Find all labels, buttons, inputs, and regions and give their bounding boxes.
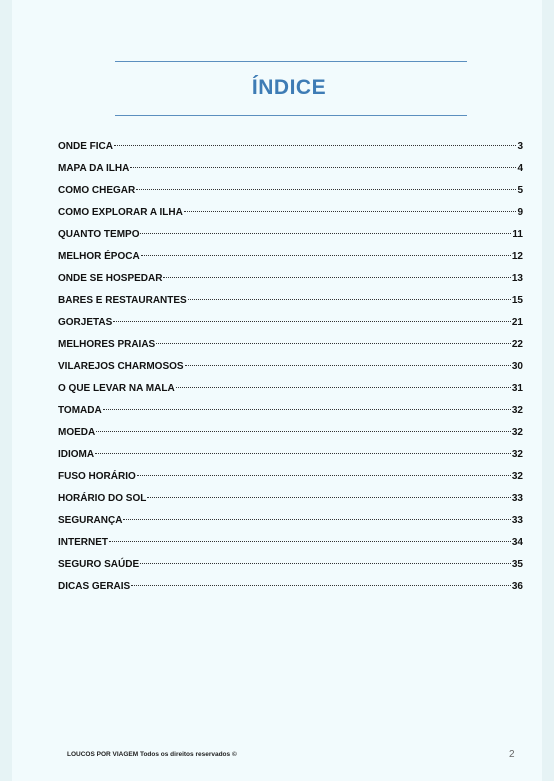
toc-entry-page: 3: [517, 141, 523, 152]
toc-entry-page: 32: [511, 427, 523, 438]
toc-entry[interactable]: [58, 488, 523, 510]
toc-entry-label: COMO CHEGAR: [58, 185, 136, 196]
toc-entry-label: FUSO HORÁRIO: [58, 471, 136, 482]
toc-entry-label: QUANTO TEMPO: [58, 229, 140, 240]
toc-dot-leader: [103, 409, 511, 410]
toc-entry-page: 34: [511, 537, 523, 548]
toc-entry-label: HORÁRIO DO SOL: [58, 493, 147, 504]
toc-entry-page: 33: [511, 493, 523, 504]
toc-entry[interactable]: [58, 268, 523, 290]
toc-dot-leader: [141, 255, 511, 256]
toc-entry-label: VILAREJOS CHARMOSOS: [58, 361, 184, 372]
toc-dot-leader: [136, 189, 516, 190]
toc-entry-page: 36: [511, 581, 523, 592]
toc-entry[interactable]: [58, 246, 523, 268]
footer-copyright: LOUCOS POR VIAGEM Todos os direitos reservados ©: [67, 751, 237, 758]
toc-dot-leader: [96, 431, 511, 432]
toc-entry-label: ONDE FICA: [58, 141, 113, 152]
table-of-contents: [58, 136, 523, 598]
toc-dot-leader: [147, 497, 511, 498]
toc-dot-leader: [156, 343, 511, 344]
toc-entry[interactable]: [58, 334, 523, 356]
toc-entry-label: BARES E RESTAURANTES: [58, 295, 187, 306]
toc-entry-page: 32: [511, 405, 523, 416]
toc-entry[interactable]: [58, 136, 523, 158]
toc-entry[interactable]: [58, 510, 523, 532]
toc-entry-page: 31: [511, 383, 523, 394]
toc-entry-page: 21: [511, 317, 523, 328]
toc-entry-page: 9: [517, 207, 523, 218]
toc-entry-label: MELHOR ÉPOCA: [58, 251, 140, 262]
toc-entry[interactable]: [58, 576, 523, 598]
toc-entry[interactable]: [58, 202, 523, 224]
toc-entry-label: SEGURANÇA: [58, 515, 123, 526]
toc-entry-page: 13: [511, 273, 523, 284]
toc-entry[interactable]: [58, 158, 523, 180]
toc-entry-label: MELHORES PRAIAS: [58, 339, 156, 350]
toc-entry-page: 4: [517, 163, 523, 174]
toc-entry[interactable]: [58, 400, 523, 422]
toc-entry-label: MAPA DA ILHA: [58, 163, 130, 174]
toc-entry[interactable]: [58, 224, 523, 246]
toc-entry-page: 12: [511, 251, 523, 262]
toc-entry-label: IDIOMA: [58, 449, 95, 460]
toc-entry[interactable]: [58, 290, 523, 312]
toc-entry[interactable]: [58, 422, 523, 444]
toc-dot-leader: [188, 299, 511, 300]
toc-entry-label: DICAS GERAIS: [58, 581, 131, 592]
toc-entry[interactable]: [58, 444, 523, 466]
toc-entry-label: MOEDA: [58, 427, 96, 438]
toc-dot-leader: [185, 365, 511, 366]
toc-entry-page: 15: [511, 295, 523, 306]
toc-entry-label: TOMADA: [58, 405, 102, 416]
toc-dot-leader: [95, 453, 511, 454]
toc-entry[interactable]: [58, 554, 523, 576]
toc-dot-leader: [130, 167, 516, 168]
toc-entry-page: 32: [511, 471, 523, 482]
toc-dot-leader: [140, 233, 511, 234]
toc-entry[interactable]: [58, 378, 523, 400]
toc-dot-leader: [113, 321, 511, 322]
toc-entry-label: SEGURO SAÚDE: [58, 559, 140, 570]
toc-entry-page: 33: [511, 515, 523, 526]
toc-entry-label: O QUE LEVAR NA MALA: [58, 383, 175, 394]
toc-entry[interactable]: [58, 466, 523, 488]
toc-entry-page: 11: [512, 229, 523, 240]
toc-entry-label: INTERNET: [58, 537, 108, 548]
toc-dot-leader: [114, 145, 516, 146]
toc-entry-label: ONDE SE HOSPEDAR: [58, 273, 163, 284]
toc-entry-label: COMO EXPLORAR A ILHA: [58, 207, 183, 218]
toc-dot-leader: [131, 585, 511, 586]
title-bottom-rule: [115, 115, 467, 116]
footer-page-number: 2: [509, 749, 515, 760]
toc-entry-page: 35: [511, 559, 523, 570]
toc-entry[interactable]: [58, 356, 523, 378]
toc-entry-page: 5: [517, 185, 523, 196]
toc-dot-leader: [140, 563, 511, 564]
toc-dot-leader: [137, 475, 511, 476]
toc-dot-leader: [123, 519, 510, 520]
toc-entry-page: 30: [511, 361, 523, 372]
toc-entry-page: 32: [511, 449, 523, 460]
toc-entry-label: GORJETAS: [58, 317, 113, 328]
toc-dot-leader: [184, 211, 517, 212]
page-title: ÍNDICE: [251, 76, 327, 99]
toc-entry[interactable]: [58, 532, 523, 554]
toc-entry[interactable]: [58, 312, 523, 334]
toc-dot-leader: [163, 277, 510, 278]
toc-dot-leader: [109, 541, 511, 542]
toc-dot-leader: [176, 387, 511, 388]
title-top-rule: [115, 61, 467, 62]
toc-entry[interactable]: [58, 180, 523, 202]
toc-entry-page: 22: [511, 339, 523, 350]
